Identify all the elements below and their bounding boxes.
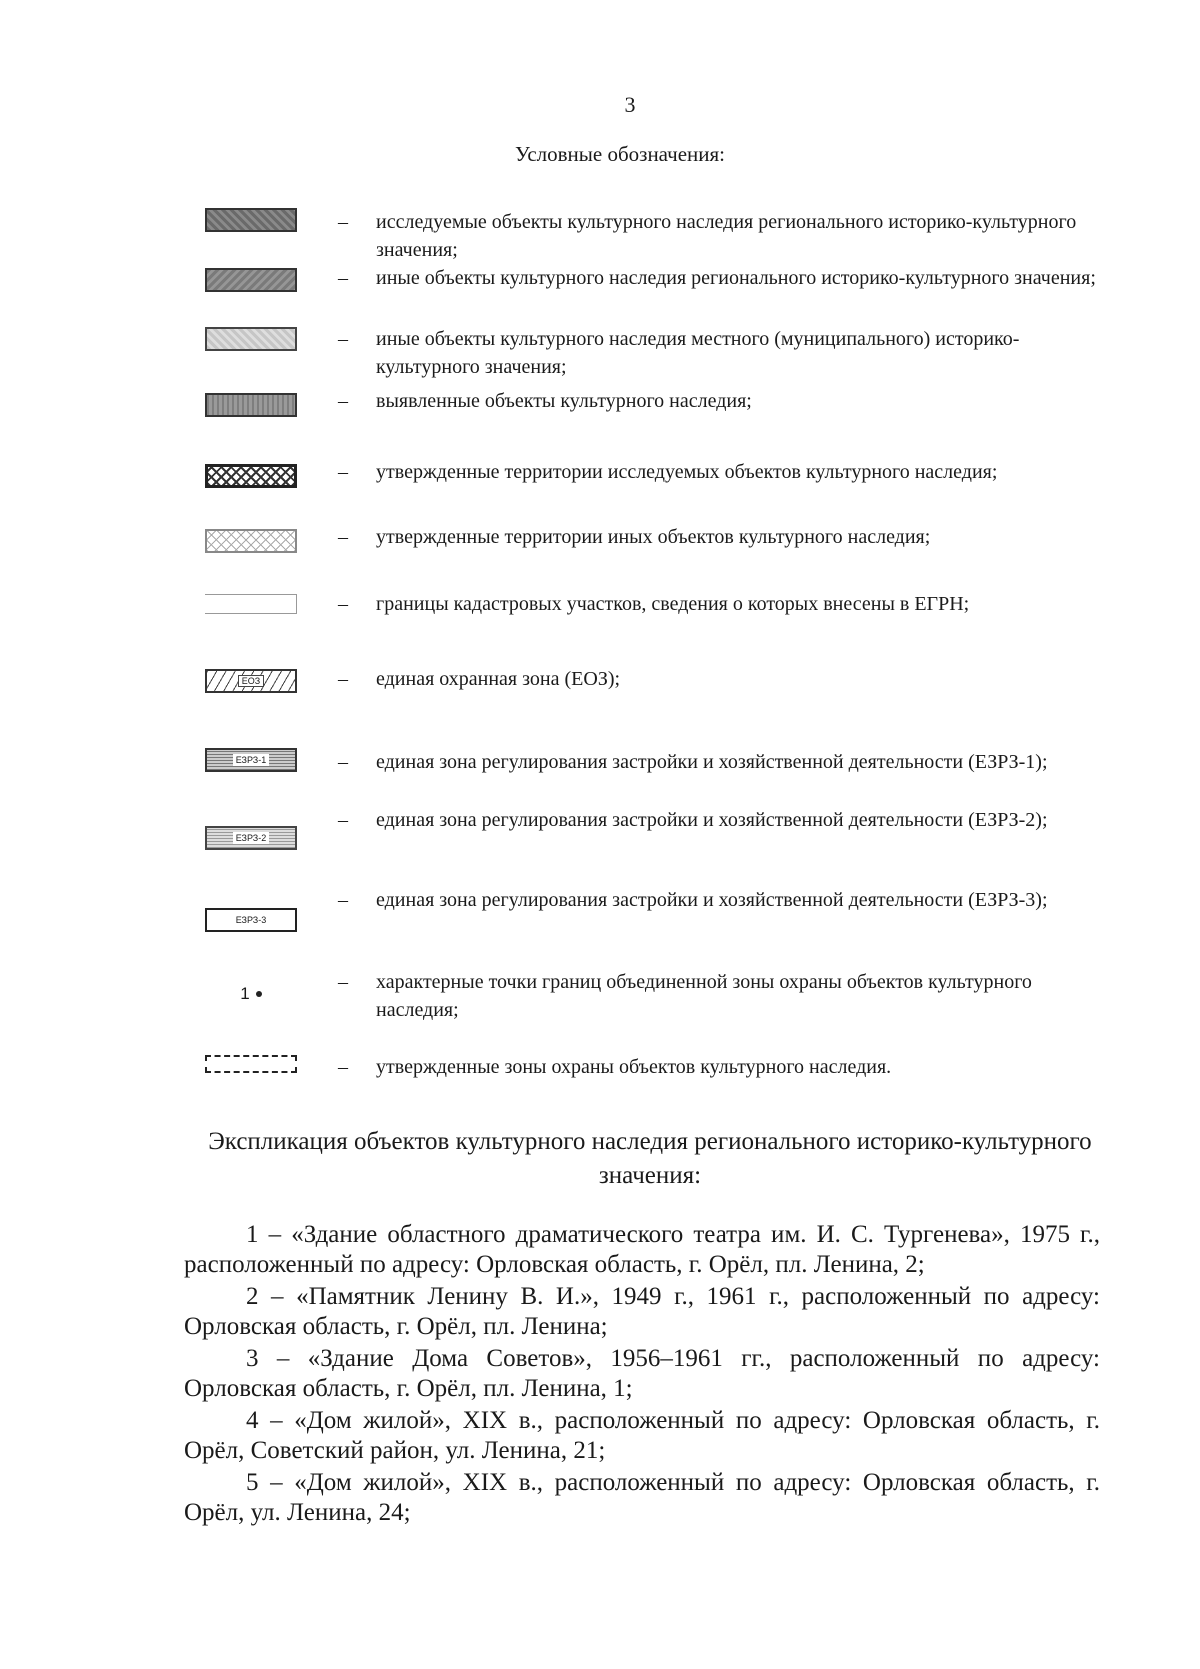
swatch-label: ЕЗРЗ-1 <box>233 754 270 766</box>
swatch-label: ЕЗРЗ-3 <box>233 914 270 926</box>
ezrz2-zone-swatch-icon <box>205 826 297 850</box>
legend-item-text: выявленные объекты культурного наследия; <box>376 390 752 412</box>
studied-objects-swatch-icon <box>205 208 297 232</box>
legend-item-text: иные объекты культурного наследия регионального историко-культурного значения; <box>376 267 1096 289</box>
legend-item <box>0 590 1200 650</box>
protected-zone-dashed-icon <box>205 1055 297 1073</box>
legend-item-text: единая зона регулирования застройки и хозяйственной деятельности (ЕЗРЗ-1); <box>376 751 1048 773</box>
point-dot-icon <box>256 991 262 997</box>
explication-title: Экспликация объектов культурного наследия регионального историко-культурного значения: <box>208 1128 1092 1189</box>
legend-item-text: исследуемые объекты культурного наследия регионального историко-культурного значения; <box>376 211 1077 261</box>
legend-item <box>0 208 1200 268</box>
ezrz1-zone-swatch-icon <box>205 748 297 772</box>
explication-entry: 1 – «Здание областного драматического театра им. И. С. Тургенева», 1975 г., расположенный по адресу: Орловская область, г. Орёл, пл. Ленина, 2; <box>184 1221 1100 1278</box>
legend-item <box>0 806 1200 866</box>
legend-item <box>0 523 1200 583</box>
legend-title: Условные обозначения: <box>514 142 726 166</box>
boundary-point-icon <box>205 982 297 1006</box>
legend-dash: – <box>338 461 348 483</box>
legend-dash: – <box>338 668 348 690</box>
explication-entry: 3 – «Здание Дома Советов», 1956–1961 гг., расположенный по адресу: Орловская область, г. Орёл, пл. Ленина, 1; <box>184 1345 1100 1402</box>
legend-item-text: единая зона регулирования застройки и хозяйственной деятельности (ЕЗРЗ-2); <box>376 809 1048 831</box>
legend-dash: – <box>338 526 348 548</box>
legend-dash: – <box>338 211 348 233</box>
explication-entry: 5 – «Дом жилой», XIX в., расположенный по адресу: Орловская область, г. Орёл, ул. Ленина, 24; <box>184 1469 1100 1526</box>
legend-dash: – <box>338 328 348 350</box>
ezrz3-zone-swatch-icon <box>205 908 297 932</box>
eoz-zone-swatch-icon <box>205 669 297 693</box>
point-number: 1 <box>240 984 250 1003</box>
legend-item <box>0 748 1200 808</box>
legend-item-text: иные объекты культурного наследия местного (муниципального) историко-культурного значения; <box>376 328 1020 378</box>
legend-item <box>0 968 1200 1028</box>
other-territory-swatch-icon <box>205 529 297 553</box>
swatch-label: ЕЗРЗ-2 <box>233 832 270 844</box>
legend-item-text: границы кадастровых участков, сведения о которых внесены в ЕГРН; <box>376 593 970 615</box>
legend-item <box>0 458 1200 518</box>
legend-item-text: утвержденные зоны охраны объектов культурного наследия. <box>376 1056 892 1078</box>
legend-dash: – <box>338 751 348 773</box>
approved-territory-swatch-icon <box>205 464 297 488</box>
legend-item <box>0 1053 1200 1113</box>
legend-item-text: единая охранная зона (ЕОЗ); <box>376 668 621 690</box>
legend-item-text: характерные точки границ объединенной зоны охраны объектов культурного наследия; <box>376 971 1032 1021</box>
legend-dash: – <box>338 593 348 615</box>
legend-item <box>0 387 1200 447</box>
cadastral-boundary-swatch-icon <box>205 594 297 614</box>
legend-dash: – <box>338 889 348 911</box>
identified-objects-swatch-icon <box>205 393 297 417</box>
legend-item <box>0 886 1200 946</box>
legend-item-text: утвержденные территории исследуемых объектов культурного наследия; <box>376 461 998 483</box>
explication-entry: 4 – «Дом жилой», XIX в., расположенный по адресу: Орловская область, г. Орёл, Советский район, ул. Ленина, 21; <box>184 1407 1100 1464</box>
legend-dash: – <box>338 971 348 993</box>
legend-item <box>0 264 1200 324</box>
swatch-label: ЕОЗ <box>238 675 264 687</box>
regional-objects-swatch-icon <box>205 268 297 292</box>
legend-dash: – <box>338 267 348 289</box>
legend-item <box>0 665 1200 725</box>
legend-item-text: единая зона регулирования застройки и хозяйственной деятельности (ЕЗРЗ-3); <box>376 889 1048 911</box>
local-objects-swatch-icon <box>205 327 297 351</box>
legend-item-text: утвержденные территории иных объектов культурного наследия; <box>376 526 931 548</box>
legend-dash: – <box>338 390 348 412</box>
legend-dash: – <box>338 1056 348 1078</box>
legend-dash: – <box>338 809 348 831</box>
explication-entry: 2 – «Памятник Ленину В. И.», 1949 г., 1961 г., расположенный по адресу: Орловская область, г. Орёл, пл. Ленина; <box>184 1283 1100 1340</box>
legend-item <box>0 325 1200 385</box>
page-number: 3 <box>624 92 636 117</box>
